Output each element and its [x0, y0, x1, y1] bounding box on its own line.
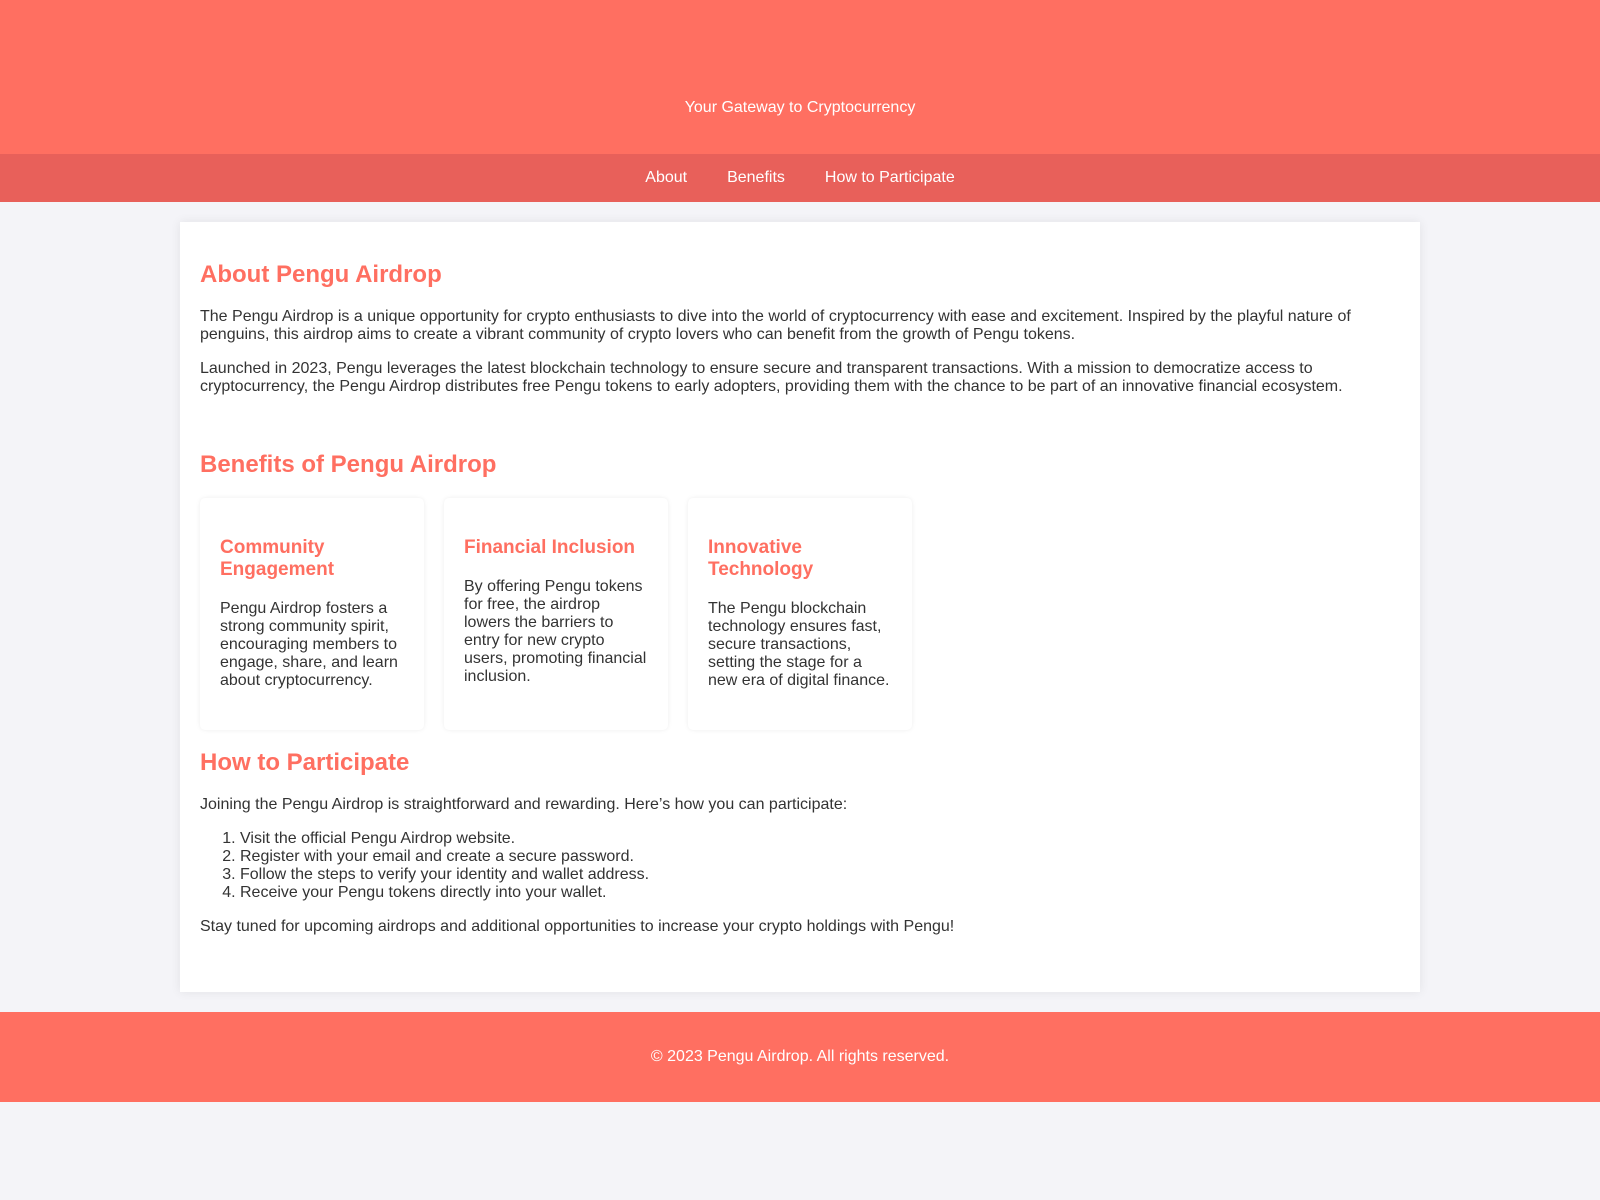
- nav-link-about[interactable]: About: [645, 169, 688, 186]
- about-paragraph-2: Launched in 2023, Pengu leverages the latest blockchain technology to ensure secure and transparent transactions. With a mission to democratize access to cryptocurrency, the Pengu Airdrop distributes free Pengu tokens to early adopters, providing them with the chance to be part of an innovative financial ecosystem.: [200, 360, 1343, 395]
- about-section: [200, 261, 1400, 432]
- benefit-card-title: Innovative Technology: [708, 537, 814, 580]
- benefit-card-text: The Pengu blockchain technology ensures fast, secure transactions, setting the stage for a new era of digital finance.: [708, 600, 890, 689]
- benefit-card-financial-inclusion: [444, 498, 668, 730]
- about-paragraph-1: The Pengu Airdrop is a unique opportunity for crypto enthusiasts to dive into the world of cryptocurrency with ease and excitement. Inspired by the playful nature of penguins, this airdrop aims to create a vibrant community of crypto lovers who can benefit from the growth of Pengu tokens.: [200, 308, 1351, 343]
- site-header: [0, 0, 1600, 154]
- main-nav: [0, 154, 1600, 202]
- benefit-card-community-engagement: [200, 498, 424, 730]
- benefit-card-innovative-technology: [688, 498, 912, 730]
- participate-outro: Stay tuned for upcoming airdrops and additional opportunities to increase your crypto holdings with Pengu!: [200, 918, 955, 935]
- benefits-title: Benefits of Pengu Airdrop: [200, 451, 497, 478]
- nav-link-benefits[interactable]: Benefits: [727, 169, 785, 186]
- participate-steps-list: [200, 830, 1400, 902]
- main-content: [180, 222, 1420, 992]
- header-tagline: Your Gateway to Cryptocurrency: [684, 99, 916, 116]
- step-item: 4. Receive your Pengu tokens directly into your wallet.: [240, 884, 1400, 902]
- benefit-card-text: Pengu Airdrop fosters a strong community spirit, encouraging members to engage, share, and learn about cryptocurrency.: [220, 600, 398, 689]
- participate-intro: Joining the Pengu Airdrop is straightforward and rewarding. Here’s how you can participate:: [200, 796, 848, 813]
- benefit-card-text: By offering Pengu tokens for free, the airdrop lowers the barriers to entry for new crypto users, promoting financial inclusion.: [464, 578, 647, 685]
- participate-section: [200, 749, 1400, 936]
- benefit-cards: [200, 498, 1400, 730]
- site-footer: [0, 1012, 1600, 1102]
- participate-title: How to Participate: [200, 749, 410, 776]
- benefits-section: [200, 451, 1400, 730]
- footer-copyright: © 2023 Pengu Airdrop. All rights reserved.: [650, 1048, 950, 1065]
- step-item: 1. Visit the official Pengu Airdrop website.: [240, 830, 1400, 848]
- benefit-card-title: Financial Inclusion: [464, 537, 636, 558]
- nav-link-how-to-participate[interactable]: How to Participate: [824, 169, 955, 186]
- step-item: 3. Follow the steps to verify your identity and wallet address.: [240, 866, 1400, 884]
- step-item: 2. Register with your email and create a secure password.: [240, 848, 1400, 866]
- benefit-card-title: Community Engagement: [220, 537, 335, 580]
- about-title: About Pengu Airdrop: [200, 261, 442, 288]
